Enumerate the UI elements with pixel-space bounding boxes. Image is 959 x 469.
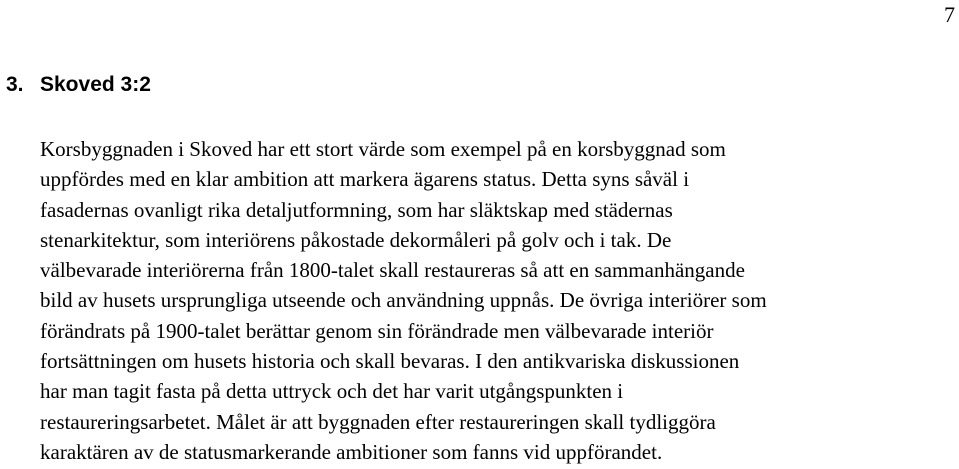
section-heading	[6, 72, 151, 98]
paragraph-line: fasadernas ovanligt rika detaljutformning, som har släktskap med städernas	[40, 197, 673, 222]
paragraph-line: uppfördes med en klar ambition att markera ägarens status. Detta syns såväl i	[40, 167, 690, 192]
paragraph-line: välbevarade interiörerna från 1800-talet skall restaureras så att en sammanhängande	[40, 258, 745, 283]
page-number: 7	[944, 2, 955, 27]
paragraph-line: fortsättningen om husets historia och skall bevaras. I den antikvariska diskussionen	[40, 349, 740, 374]
paragraph-line: karaktären av de statusmarkerande ambitioner som fanns vid uppförandet.	[40, 439, 663, 464]
paragraph-line: förändrats på 1900-talet berättar genom sin förändrade men välbevarade interiör	[40, 318, 714, 343]
section-title: Skoved 3:2	[40, 73, 151, 96]
paragraph-line: Korsbyggnaden i Skoved har ett stort värde som exempel på en korsbyggnad som	[40, 137, 726, 161]
section-number: 3.	[6, 73, 24, 96]
paragraph-line: har man tagit fasta på detta uttryck och det har varit utgångspunkten i	[40, 379, 624, 404]
body-paragraph	[40, 134, 955, 467]
paragraph-line: bild av husets ursprungliga utseende och användning uppnås. De övriga interiörer som	[40, 288, 767, 313]
paragraph-line: restaureringsarbetet. Målet är att byggnaden efter restaureringen skall tydliggöra	[40, 409, 716, 434]
paragraph-line: stenarkitektur, som interiörens påkostade dekormåleri på golv och i tak. De	[40, 227, 672, 252]
